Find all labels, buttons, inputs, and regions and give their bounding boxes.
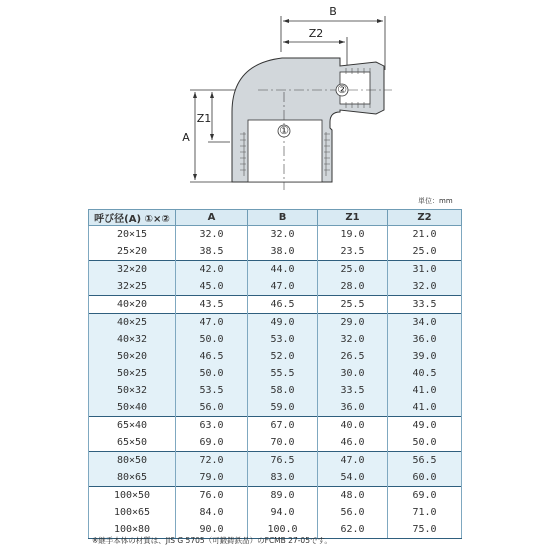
cell-a: 42.0 <box>176 261 248 279</box>
dim-z2-label: Z2 <box>308 27 324 40</box>
table-row <box>89 261 462 279</box>
dimension-table <box>88 209 462 539</box>
cell-z2: 25.0 <box>388 243 462 261</box>
table-row <box>89 399 462 417</box>
cell-size: 65×50 <box>89 434 176 452</box>
table-row <box>89 226 462 244</box>
cell-z1: 25.5 <box>318 296 388 314</box>
cell-z1: 48.0 <box>318 487 388 505</box>
cell-z2: 41.0 <box>388 399 462 417</box>
cell-size: 32×25 <box>89 278 176 296</box>
header-z1: Z1 <box>318 210 388 226</box>
cell-z1: 33.5 <box>318 382 388 399</box>
table-row <box>89 365 462 382</box>
cell-b: 55.5 <box>248 365 318 382</box>
table-row <box>89 504 462 521</box>
cell-b: 94.0 <box>248 504 318 521</box>
header-size: 呼び径(A) ①×② <box>89 210 176 226</box>
cell-a: 43.5 <box>176 296 248 314</box>
table-row <box>89 296 462 314</box>
table-row <box>89 348 462 365</box>
cell-b: 58.0 <box>248 382 318 399</box>
cell-z2: 34.0 <box>388 314 462 332</box>
cell-b: 67.0 <box>248 417 318 435</box>
cell-z2: 75.0 <box>388 521 462 539</box>
cell-z2: 49.0 <box>388 417 462 435</box>
table-row <box>89 434 462 452</box>
cell-a: 50.0 <box>176 331 248 348</box>
cell-b: 89.0 <box>248 487 318 505</box>
cell-a: 45.0 <box>176 278 248 296</box>
cell-z2: 41.0 <box>388 382 462 399</box>
cell-size: 40×20 <box>89 296 176 314</box>
cell-a: 84.0 <box>176 504 248 521</box>
cell-a: 32.0 <box>176 226 248 244</box>
cell-z2: 21.0 <box>388 226 462 244</box>
cell-b: 32.0 <box>248 226 318 244</box>
cell-size: 80×50 <box>89 452 176 470</box>
cell-b: 70.0 <box>248 434 318 452</box>
cell-a: 53.5 <box>176 382 248 399</box>
cell-b: 38.0 <box>248 243 318 261</box>
cell-b: 59.0 <box>248 399 318 417</box>
header-a: A <box>176 210 248 226</box>
cell-z1: 47.0 <box>318 452 388 470</box>
cell-size: 20×15 <box>89 226 176 244</box>
cell-a: 63.0 <box>176 417 248 435</box>
cell-b: 47.0 <box>248 278 318 296</box>
table-row <box>89 243 462 261</box>
dim-z1-label: Z1 <box>196 112 212 125</box>
cell-a: 56.0 <box>176 399 248 417</box>
cell-z1: 28.0 <box>318 278 388 296</box>
table-row <box>89 278 462 296</box>
cell-size: 100×65 <box>89 504 176 521</box>
table-row <box>89 417 462 435</box>
cell-size: 50×25 <box>89 365 176 382</box>
cell-z1: 25.0 <box>318 261 388 279</box>
cell-size: 65×40 <box>89 417 176 435</box>
cell-size: 50×40 <box>89 399 176 417</box>
cell-a: 38.5 <box>176 243 248 261</box>
cell-b: 52.0 <box>248 348 318 365</box>
cell-z1: 19.0 <box>318 226 388 244</box>
table-header-row <box>89 210 462 226</box>
cell-size: 32×20 <box>89 261 176 279</box>
cell-size: 25×20 <box>89 243 176 261</box>
table-row <box>89 382 462 399</box>
cell-z1: 32.0 <box>318 331 388 348</box>
header-b: B <box>248 210 318 226</box>
cell-z1: 23.5 <box>318 243 388 261</box>
cell-a: 72.0 <box>176 452 248 470</box>
cell-z1: 29.0 <box>318 314 388 332</box>
cell-z1: 56.0 <box>318 504 388 521</box>
cell-z2: 69.0 <box>388 487 462 505</box>
header-z2: Z2 <box>388 210 462 226</box>
cell-size: 40×32 <box>89 331 176 348</box>
cell-size: 100×80 <box>89 521 176 539</box>
cell-z1: 30.0 <box>318 365 388 382</box>
table-body <box>89 226 462 539</box>
dim-a-label: A <box>182 131 190 144</box>
footnote: ※継手本体の材質は、JIS G 5705（可鍛鋳鉄品）のFCMB 27-05です。 <box>92 536 332 545</box>
cell-b: 83.0 <box>248 469 318 487</box>
cell-size: 100×50 <box>89 487 176 505</box>
cell-z2: 50.0 <box>388 434 462 452</box>
cell-z1: 36.0 <box>318 399 388 417</box>
cell-z2: 56.5 <box>388 452 462 470</box>
cell-a: 46.5 <box>176 348 248 365</box>
cell-b: 46.5 <box>248 296 318 314</box>
port-2-marker: ② <box>337 83 347 96</box>
cell-a: 50.0 <box>176 365 248 382</box>
cell-size: 50×32 <box>89 382 176 399</box>
cell-z2: 71.0 <box>388 504 462 521</box>
table-row <box>89 314 462 332</box>
cell-z1: 62.0 <box>318 521 388 539</box>
cell-a: 47.0 <box>176 314 248 332</box>
cell-b: 53.0 <box>248 331 318 348</box>
table-row <box>89 331 462 348</box>
cell-a: 90.0 <box>176 521 248 539</box>
cell-z2: 39.0 <box>388 348 462 365</box>
cell-b: 49.0 <box>248 314 318 332</box>
cell-b: 76.5 <box>248 452 318 470</box>
cell-size: 50×20 <box>89 348 176 365</box>
dim-b-label: B <box>329 5 337 18</box>
cell-a: 79.0 <box>176 469 248 487</box>
cell-b: 44.0 <box>248 261 318 279</box>
cell-z2: 32.0 <box>388 278 462 296</box>
cell-z1: 26.5 <box>318 348 388 365</box>
cell-b: 100.0 <box>248 521 318 539</box>
cell-z2: 40.5 <box>388 365 462 382</box>
port-1-marker: ① <box>279 124 289 137</box>
cell-a: 76.0 <box>176 487 248 505</box>
cell-z2: 36.0 <box>388 331 462 348</box>
cell-size: 80×65 <box>89 469 176 487</box>
table-row <box>89 469 462 487</box>
cell-size: 40×25 <box>89 314 176 332</box>
table-row <box>89 452 462 470</box>
elbow-drawing <box>0 0 552 200</box>
table-row <box>89 487 462 505</box>
cell-z2: 31.0 <box>388 261 462 279</box>
cell-z1: 46.0 <box>318 434 388 452</box>
unit-label: 単位：mm <box>418 197 453 205</box>
cell-z1: 40.0 <box>318 417 388 435</box>
cell-a: 69.0 <box>176 434 248 452</box>
cell-z1: 54.0 <box>318 469 388 487</box>
cell-z2: 60.0 <box>388 469 462 487</box>
cell-z2: 33.5 <box>388 296 462 314</box>
